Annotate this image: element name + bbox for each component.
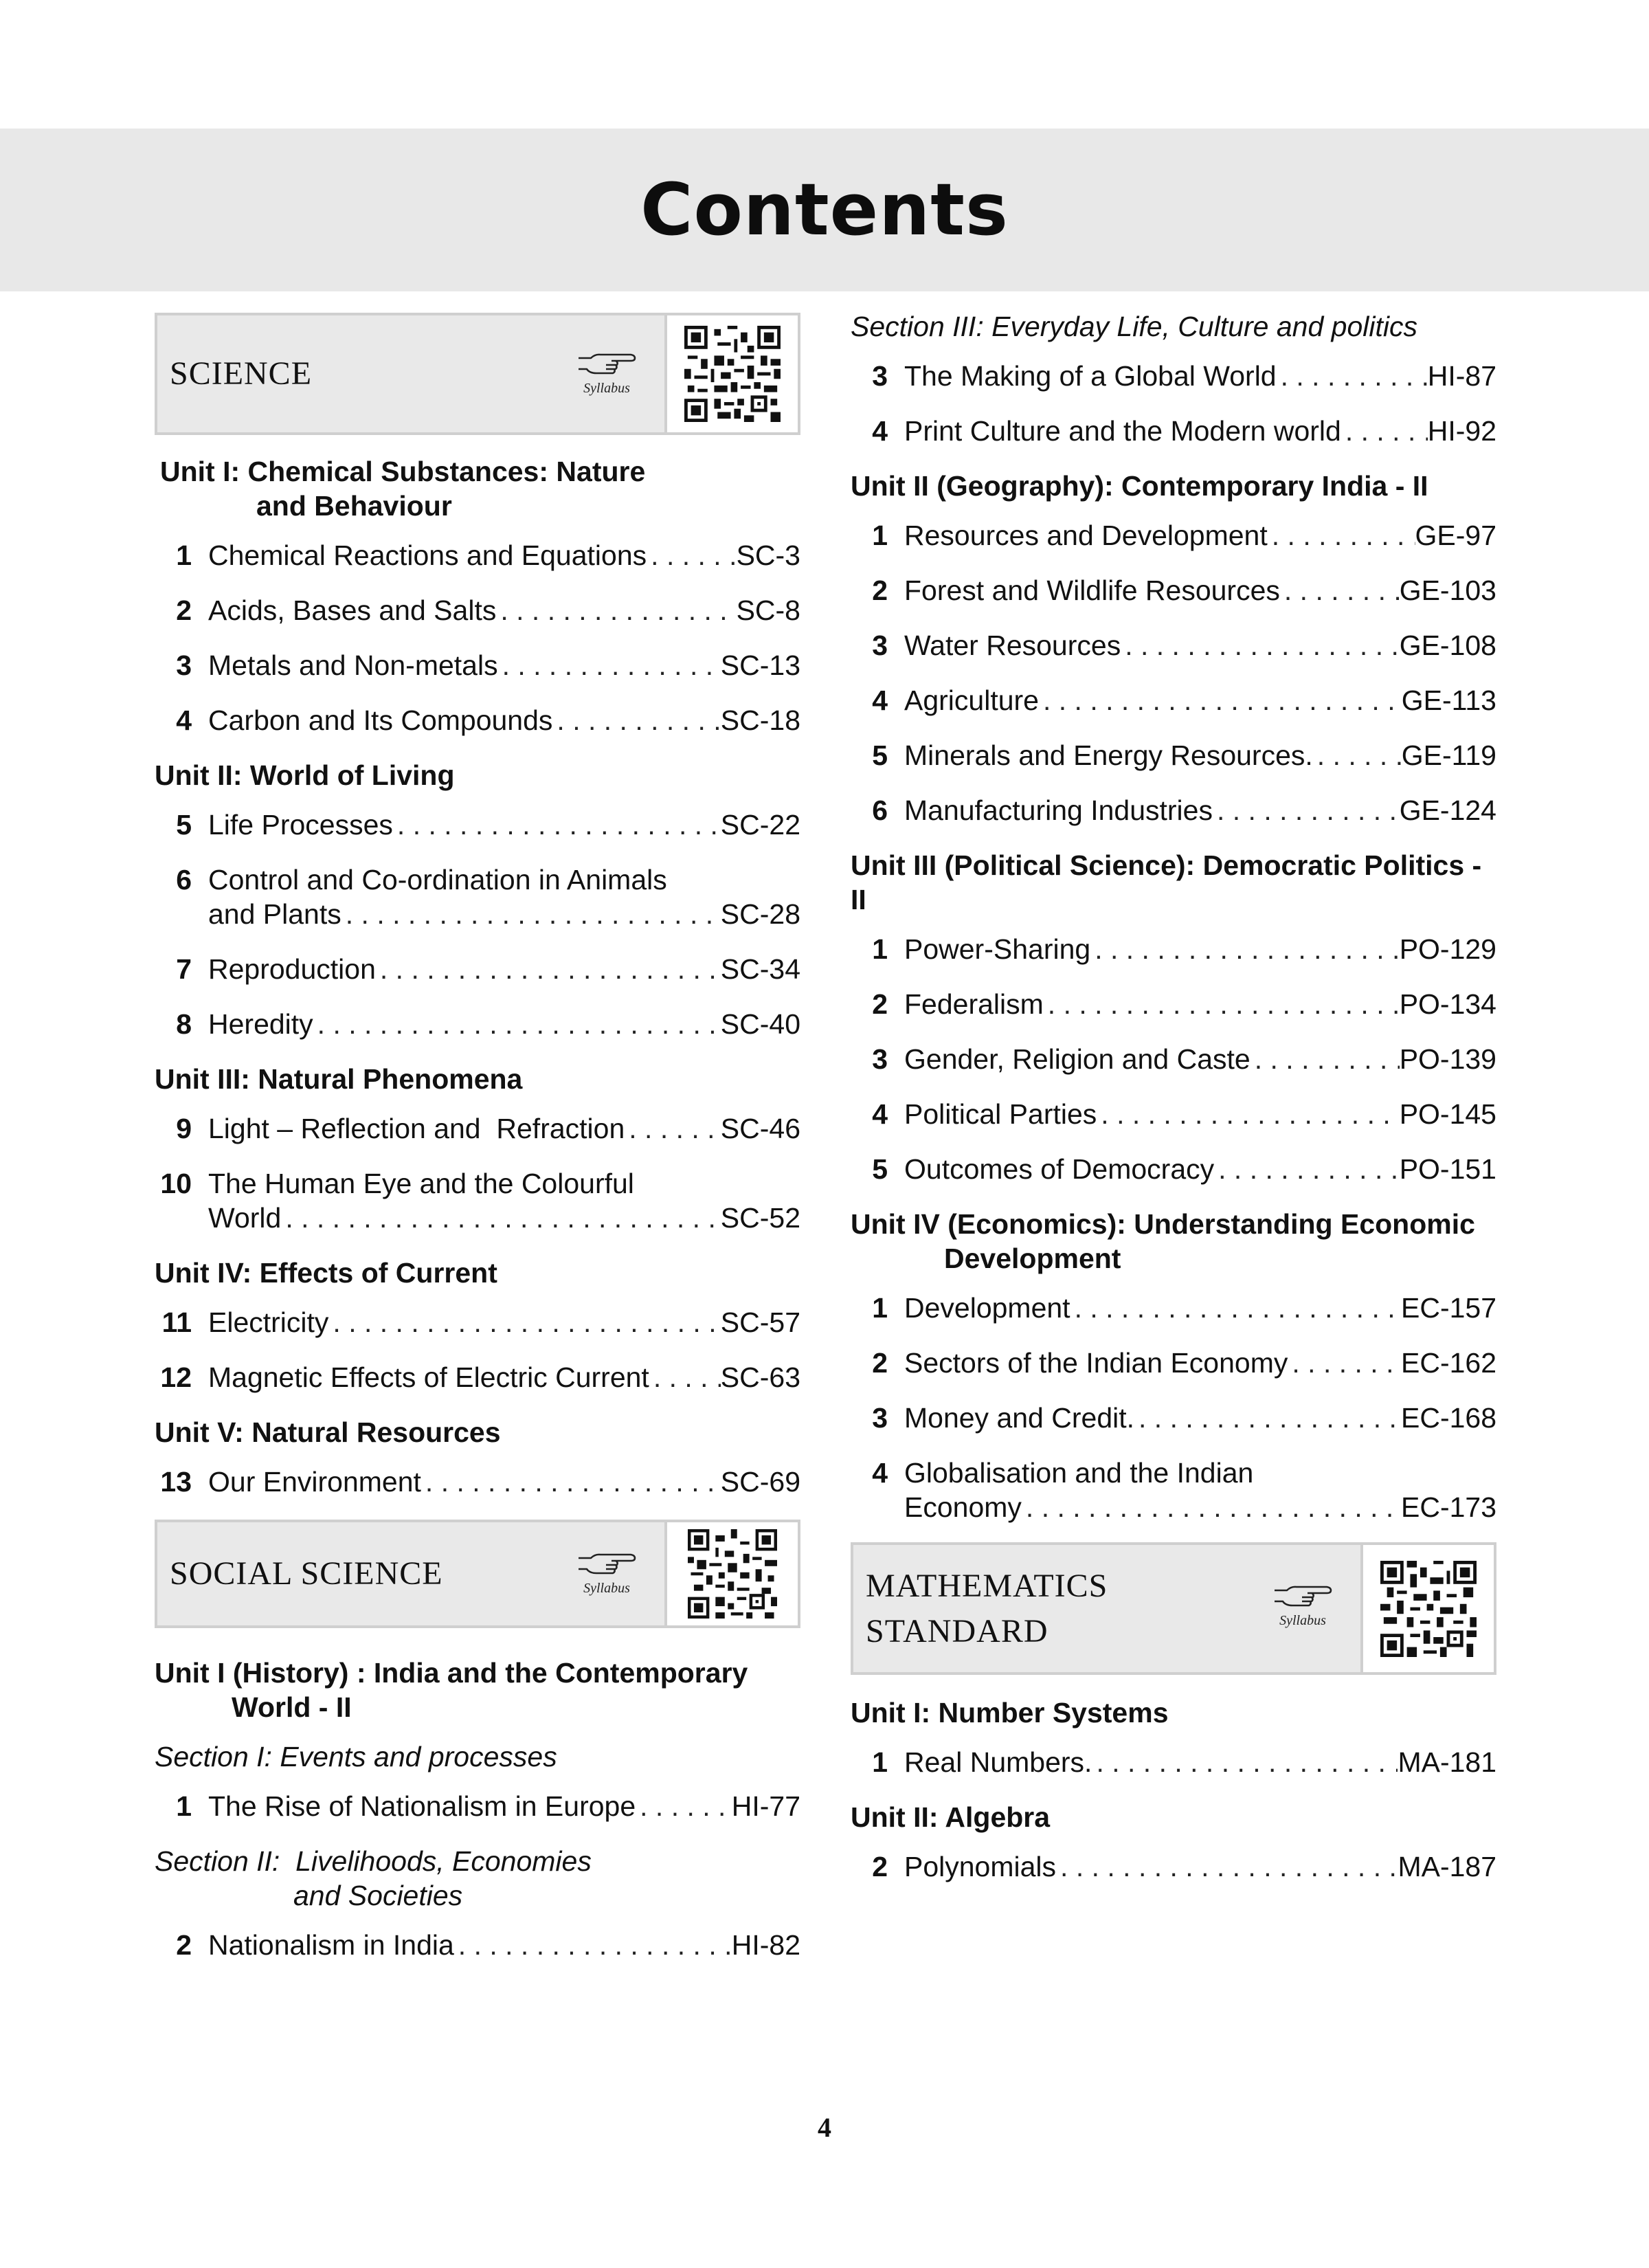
- entry-number: 1: [872, 1746, 888, 1778]
- toc-entry[interactable]: [155, 1928, 800, 1962]
- entry-title: Water Resources: [904, 630, 1121, 661]
- entry-page: PO-145: [1399, 1098, 1496, 1130]
- entry-number: 3: [872, 360, 888, 392]
- unit-heading: Unit IV: Effects of Current: [155, 1257, 497, 1289]
- entry-title: The Human Eye and the Colourful: [208, 1168, 634, 1199]
- toc-entry[interactable]: [851, 1097, 1496, 1131]
- entry-title: Polynomials: [904, 1851, 1057, 1882]
- unit-heading: [851, 1207, 1496, 1276]
- entry-title-cont: and Plants: [208, 898, 341, 930]
- entry-number: 4: [872, 685, 888, 716]
- entry-page: SC-52: [720, 1202, 800, 1234]
- toc-entry[interactable]: [155, 1007, 800, 1041]
- entry-title: Globalisation and the Indian: [904, 1457, 1254, 1489]
- section-heading: Section I: Events and processes: [155, 1741, 557, 1772]
- entry-page: HI-82: [731, 1929, 800, 1961]
- entry-title: Money and Credit.: [904, 1402, 1135, 1434]
- subject-label-mathematics: [866, 1545, 1108, 1672]
- toc-entry[interactable]: [851, 359, 1496, 393]
- history-section2-list: [155, 1928, 800, 1962]
- math-unit1-list: [851, 1745, 1496, 1779]
- toc-entry[interactable]: [851, 1745, 1496, 1779]
- toc-entry[interactable]: [851, 573, 1496, 608]
- entry-number: 10: [160, 1168, 192, 1199]
- entry-title: Outcomes of Democracy: [904, 1153, 1215, 1185]
- entry-number: 1: [872, 1292, 888, 1324]
- entry-title: Sectors of the Indian Economy: [904, 1347, 1288, 1379]
- entry-page: SC-69: [720, 1466, 800, 1498]
- toc-entry[interactable]: [155, 648, 800, 682]
- subject-label-line1: MATHEMATICS: [866, 1567, 1108, 1604]
- unit-heading-line2: and Behaviour: [256, 490, 452, 522]
- qr-code-cell[interactable]: [664, 1522, 798, 1625]
- entry-number: 1: [872, 933, 888, 965]
- entry-title: Resources and Development: [904, 520, 1268, 551]
- pointing-hand-icon: [576, 1548, 638, 1576]
- entry-title: Print Culture and the Modern world: [904, 415, 1341, 447]
- entry-number: 2: [176, 594, 192, 626]
- entry-title: Acids, Bases and Salts: [208, 594, 497, 626]
- toc-entry[interactable]: [155, 703, 800, 737]
- toc-entry[interactable]: [851, 793, 1496, 827]
- entry-page: MA-181: [1398, 1746, 1496, 1778]
- entry-number: 4: [176, 704, 192, 736]
- entry-title: Agriculture: [904, 685, 1039, 716]
- entry-page: MA-187: [1398, 1851, 1496, 1882]
- page-number: 4: [818, 2112, 831, 2143]
- toc-entry[interactable]: [851, 987, 1496, 1021]
- unit-heading-line1: Unit I (History) : India and the Contemporary: [155, 1657, 748, 1689]
- entry-title: Political Parties: [904, 1098, 1097, 1130]
- entry-number: 6: [176, 864, 192, 896]
- entry-number: 4: [872, 415, 888, 447]
- entry-page: PO-139: [1399, 1043, 1496, 1075]
- entry-title: Metals and Non-metals: [208, 649, 498, 681]
- toc-entry[interactable]: [155, 1360, 800, 1394]
- entry-number: 4: [872, 1098, 888, 1130]
- entry-title: Control and Co-ordination in Animals: [208, 864, 667, 896]
- entry-title: Our Environment: [208, 1466, 421, 1498]
- qr-code-icon: [684, 326, 781, 422]
- entry-title: Magnetic Effects of Electric Current: [208, 1361, 649, 1393]
- toc-entry[interactable]: [851, 738, 1496, 772]
- entry-page: SC-46: [720, 1113, 800, 1144]
- entry-page: SC-34: [720, 953, 800, 985]
- entry-number: 3: [872, 630, 888, 661]
- toc-entry[interactable]: [155, 538, 800, 572]
- toc-entry[interactable]: [155, 808, 800, 842]
- entry-number: 5: [872, 740, 888, 771]
- toc-entry[interactable]: [851, 1152, 1496, 1186]
- entry-number: 2: [872, 575, 888, 606]
- entry-page: SC-22: [720, 809, 800, 841]
- geography-list: [851, 518, 1496, 827]
- social-science-subject-box: [155, 1520, 800, 1628]
- unit-heading: Unit V: Natural Resources: [155, 1416, 501, 1448]
- entry-title: Heredity: [208, 1008, 313, 1040]
- science-unit5-list: [155, 1465, 800, 1499]
- qr-code-cell[interactable]: [1360, 1545, 1494, 1672]
- page-title: Contents: [640, 168, 1009, 252]
- entry-number: 12: [160, 1361, 192, 1393]
- entry-title: Federalism: [904, 988, 1044, 1020]
- toc-entry[interactable]: [851, 518, 1496, 553]
- toc-entry[interactable]: [851, 683, 1496, 718]
- entry-title: Life Processes: [208, 809, 393, 841]
- left-column: [155, 313, 800, 1983]
- entry-page: PO-129: [1399, 933, 1496, 965]
- toc-entry[interactable]: [155, 1166, 800, 1235]
- entry-page: SC-18: [720, 704, 800, 736]
- unit-heading-line2: Development: [944, 1243, 1121, 1274]
- science-unit3-list: [155, 1111, 800, 1235]
- subject-label-science: SCIENCE: [170, 355, 313, 392]
- entry-number: 3: [872, 1402, 888, 1434]
- pointing-hand-icon: [576, 348, 638, 376]
- entry-page: EC-173: [1400, 1491, 1496, 1523]
- science-unit1-list: [155, 538, 800, 737]
- entry-number: 1: [176, 1790, 192, 1822]
- entry-title: Chemical Reactions and Equations: [208, 540, 647, 571]
- entry-number: 7: [176, 953, 192, 985]
- entry-title: Real Numbers.: [904, 1746, 1092, 1778]
- entry-title: The Making of a Global World: [904, 360, 1277, 392]
- toc-entry[interactable]: [851, 1456, 1496, 1524]
- entry-page: SC-57: [720, 1307, 800, 1338]
- toc-entry[interactable]: [155, 952, 800, 986]
- entry-page: EC-157: [1400, 1292, 1496, 1324]
- entry-title: Nationalism in India: [208, 1929, 454, 1961]
- entry-page: HI-87: [1427, 360, 1496, 392]
- entry-page: GE-113: [1401, 685, 1496, 716]
- science-unit2-list: [155, 808, 800, 1041]
- entry-number: 1: [872, 520, 888, 551]
- entry-title: Development: [904, 1292, 1070, 1324]
- toc-entry[interactable]: [851, 932, 1496, 966]
- science-unit4-list: [155, 1305, 800, 1394]
- unit-heading: Unit III (Political Science): Democratic Politics - II: [851, 849, 1482, 915]
- history-section3-list: [851, 359, 1496, 448]
- entry-page: PO-134: [1399, 988, 1496, 1020]
- entry-number: 5: [176, 809, 192, 841]
- entry-page: EC-168: [1400, 1402, 1496, 1434]
- pointing-hand-icon: [1272, 1581, 1334, 1608]
- entry-number: 8: [176, 1008, 192, 1040]
- unit-heading: Unit II: World of Living: [155, 759, 455, 791]
- unit-heading-line2: World - II: [232, 1691, 352, 1723]
- entry-page: GE-103: [1399, 575, 1496, 606]
- toc-entry[interactable]: [851, 414, 1496, 448]
- entry-page: SC-28: [720, 898, 800, 930]
- economics-list: [851, 1291, 1496, 1524]
- entry-page: GE-97: [1415, 520, 1496, 551]
- entry-number: 3: [872, 1043, 888, 1075]
- entry-page: SC-13: [720, 649, 800, 681]
- unit-heading: Unit II: Algebra: [851, 1801, 1051, 1833]
- entry-title: Carbon and Its Compounds: [208, 704, 553, 736]
- entry-title: Gender, Religion and Caste: [904, 1043, 1250, 1075]
- toc-entry[interactable]: [155, 1789, 800, 1823]
- entry-page: SC-8: [736, 594, 800, 626]
- subject-label-social-science: SOCIAL SCIENCE: [170, 1555, 443, 1592]
- entry-number: 2: [872, 1851, 888, 1882]
- toc-entry[interactable]: [155, 1305, 800, 1339]
- syllabus-label: Syllabus: [583, 381, 630, 396]
- section-heading: Section III: Everyday Life, Culture and politics: [851, 311, 1417, 342]
- toc-entry[interactable]: [851, 1291, 1496, 1325]
- math-unit2-list: [851, 1849, 1496, 1884]
- toc-entry[interactable]: [851, 1346, 1496, 1380]
- entry-page: PO-151: [1399, 1153, 1496, 1185]
- section-heading: [155, 1844, 800, 1913]
- entry-title: Manufacturing Industries: [904, 794, 1213, 826]
- syllabus-link[interactable]: [1261, 1581, 1344, 1629]
- toc-entry[interactable]: [155, 1465, 800, 1499]
- entry-title: Reproduction: [208, 953, 376, 985]
- qr-code-icon: [688, 1529, 777, 1619]
- unit-heading: Unit I: Number Systems: [851, 1697, 1169, 1728]
- science-subject-box: [155, 313, 800, 435]
- subject-label-line2: STANDARD: [866, 1612, 1048, 1649]
- entry-page: GE-124: [1399, 794, 1496, 826]
- entry-page: GE-119: [1401, 740, 1496, 771]
- syllabus-label: Syllabus: [583, 1581, 630, 1596]
- toc-entry[interactable]: [155, 1111, 800, 1146]
- unit-heading: Unit II (Geography): Contemporary India - II: [851, 470, 1428, 502]
- entry-number: 2: [872, 1347, 888, 1379]
- entry-number: 2: [176, 1929, 192, 1961]
- unit-heading-line1: Unit IV (Economics): Understanding Economic: [851, 1208, 1475, 1240]
- syllabus-link[interactable]: [565, 1548, 648, 1597]
- syllabus-label: Syllabus: [1279, 1613, 1326, 1628]
- entry-page: HI-77: [731, 1790, 800, 1822]
- qr-code-cell[interactable]: [664, 315, 798, 432]
- syllabus-link[interactable]: [565, 348, 648, 397]
- toc-entry[interactable]: [155, 863, 800, 931]
- section-heading-line2: and Societies: [293, 1880, 463, 1911]
- entry-number: 4: [872, 1457, 888, 1489]
- unit-heading: [160, 454, 800, 523]
- unit-heading: Unit III: Natural Phenomena: [155, 1063, 523, 1095]
- entry-title: Power-Sharing: [904, 933, 1091, 965]
- entry-number: 13: [160, 1466, 192, 1498]
- entry-number: 2: [872, 988, 888, 1020]
- entry-page: SC-3: [736, 540, 800, 571]
- political-science-list: [851, 932, 1496, 1186]
- toc-entry[interactable]: [851, 628, 1496, 663]
- entry-title: Light – Reflection and Refraction: [208, 1113, 625, 1144]
- qr-code-icon: [1380, 1561, 1477, 1657]
- entry-page: EC-162: [1400, 1347, 1496, 1379]
- entry-number: 3: [176, 649, 192, 681]
- entry-title: Forest and Wildlife Resources: [904, 575, 1280, 606]
- unit-heading: [155, 1656, 800, 1724]
- entry-title: Minerals and Energy Resources.: [904, 740, 1313, 771]
- entry-page: SC-40: [720, 1008, 800, 1040]
- entry-title: The Rise of Nationalism in Europe: [208, 1790, 636, 1822]
- entry-title: Electricity: [208, 1307, 329, 1338]
- entry-number: 1: [176, 540, 192, 571]
- entry-number: 9: [176, 1113, 192, 1144]
- history-section1-list: [155, 1789, 800, 1823]
- toc-entry[interactable]: [851, 1849, 1496, 1884]
- entry-number: 5: [872, 1153, 888, 1185]
- mathematics-subject-box: [851, 1542, 1496, 1675]
- toc-entry[interactable]: [851, 1401, 1496, 1435]
- right-column: [851, 309, 1496, 1904]
- toc-entry[interactable]: [851, 1042, 1496, 1076]
- unit-heading-line1: Unit I: Chemical Substances: Nature: [160, 456, 646, 487]
- entry-page: SC-63: [720, 1361, 800, 1393]
- entry-number: 6: [872, 794, 888, 826]
- section-heading-line1: Section II: Livelihoods, Economies: [155, 1845, 592, 1877]
- entry-page: GE-108: [1399, 630, 1496, 661]
- entry-page: HI-92: [1427, 415, 1496, 447]
- entry-number: 11: [161, 1307, 192, 1338]
- toc-entry[interactable]: [155, 593, 800, 627]
- entry-title-cont: Economy: [904, 1491, 1022, 1523]
- entry-title-cont: World: [208, 1202, 282, 1234]
